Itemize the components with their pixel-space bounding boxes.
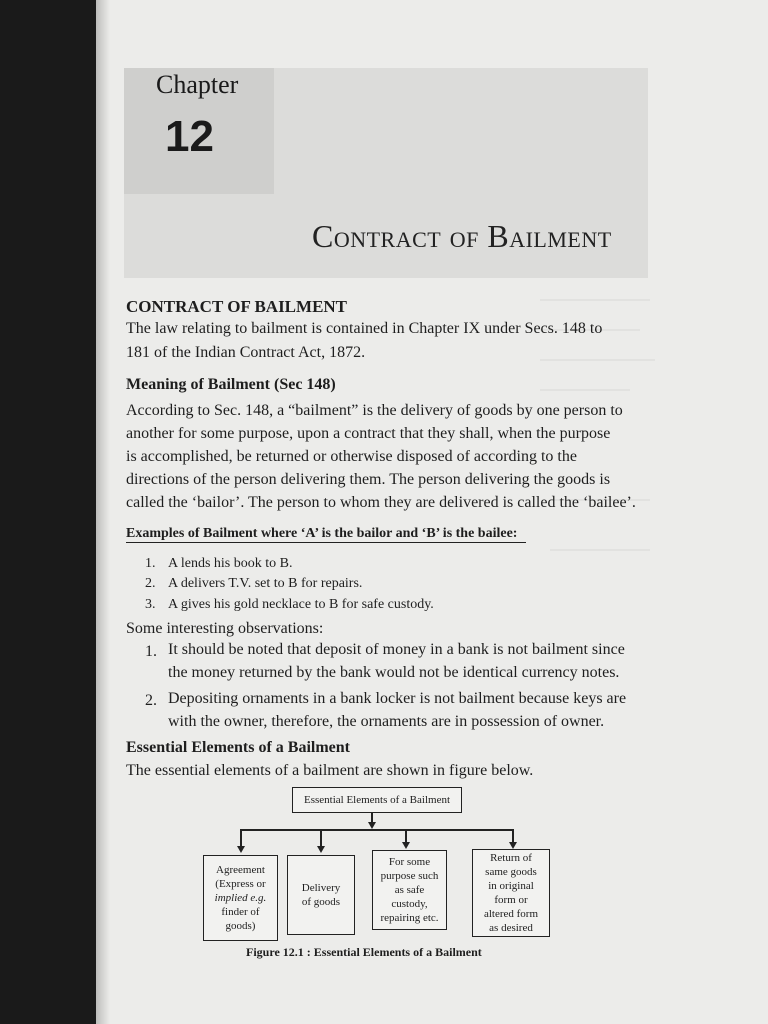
box-line: implied e.g. (214, 892, 267, 904)
box-line: For some (388, 856, 431, 868)
box-line: altered form (483, 908, 539, 920)
diagram-root-label: Essential Elements of a Bailment (303, 794, 451, 806)
chapter-label: Chapter (156, 70, 239, 99)
diagram-box-agreement (203, 855, 278, 941)
box-line: custody, (391, 898, 428, 910)
meaning-line: According to Sec. 148, a “bailment” is the delivery of goods by one person to (126, 402, 623, 419)
essential-intro: The essential elements of a bailment are shown in figure below. (126, 762, 534, 779)
list-number: 3. (145, 597, 156, 612)
box-line: in original (488, 880, 534, 892)
observations-heading: Some interesting observations: (126, 620, 324, 637)
examples-heading-underline (126, 542, 526, 543)
list-number: 2. (145, 692, 157, 709)
diagram-box-return (472, 849, 550, 937)
intro-line-2: 181 of the Indian Contract Act, 1872. (126, 344, 366, 361)
diagram-connector (320, 829, 322, 846)
diagram-connector (512, 829, 514, 842)
arrow-down-icon (368, 822, 376, 829)
box-line: repairing etc. (380, 912, 439, 924)
chapter-title-band-lower (124, 194, 274, 278)
section-heading: CONTRACT OF BAILMENT (126, 297, 348, 316)
intro-line-1: The law relating to bailment is contained in Chapter IX under Secs. 148 to (126, 320, 603, 337)
figure-caption: Figure 12.1 : Essential Elements of a Bailment (246, 945, 482, 959)
arrow-down-icon (237, 846, 245, 853)
examples-heading: Examples of Bailment where ‘A’ is the bailor and ‘B’ is the bailee: (126, 526, 518, 541)
chapter-title: Contract of Bailment (312, 218, 612, 254)
box-line: as desired (489, 922, 533, 934)
diagram-connector (405, 829, 407, 842)
meaning-line: called the ‘bailor’. The person to whom they are delivered is called the ‘bailee’. (126, 494, 636, 511)
box-line: Agreement (216, 864, 265, 876)
meaning-line: is accomplished, be returned or otherwise disposed of according to the (126, 448, 577, 465)
example-item: A gives his gold necklace to B for safe custody. (168, 597, 434, 612)
chapter-number: 12 (165, 112, 214, 161)
box-line: finder of (221, 906, 260, 918)
box-line: form or (494, 894, 528, 906)
diagram-connector (240, 829, 242, 846)
diagram-root-box (292, 787, 462, 813)
arrow-down-icon (509, 842, 517, 849)
list-number: 2. (145, 576, 156, 591)
example-item: A lends his book to B. (168, 556, 293, 571)
arrow-down-icon (402, 842, 410, 849)
box-line: same goods (485, 866, 537, 878)
observation-line: It should be noted that deposit of money in a bank is not bailment since (168, 641, 625, 658)
box-line: of goods (301, 896, 341, 908)
diagram-box-delivery (287, 855, 355, 935)
box-line: (Express or (215, 878, 266, 890)
list-number: 1. (145, 643, 157, 660)
essential-heading: Essential Elements of a Bailment (126, 739, 350, 756)
observation-line: Depositing ornaments in a bank locker is not bailment because keys are (168, 690, 627, 707)
diagram-connector (240, 829, 514, 831)
list-number: 1. (145, 556, 156, 571)
box-line: purpose such (380, 870, 439, 882)
box-line: Return of (490, 852, 532, 864)
diagram-box-purpose (372, 850, 447, 930)
box-line: Delivery (301, 882, 341, 894)
meaning-heading: Meaning of Bailment (Sec 148) (126, 376, 336, 393)
example-item: A delivers T.V. set to B for repairs. (168, 576, 363, 591)
meaning-line: another for some purpose, upon a contract that they shall, when the purpose (126, 425, 611, 442)
box-line: as safe (394, 884, 425, 896)
arrow-down-icon (317, 846, 325, 853)
meaning-line: directions of the person delivering them. The person delivering the goods is (126, 471, 611, 488)
box-line: goods) (225, 920, 256, 932)
page-gutter-shadow (96, 0, 110, 1024)
observation-line: the money returned by the bank would not be identical currency notes. (168, 664, 620, 681)
observation-line: with the owner, therefore, the ornaments are in possession of owner. (168, 713, 605, 730)
